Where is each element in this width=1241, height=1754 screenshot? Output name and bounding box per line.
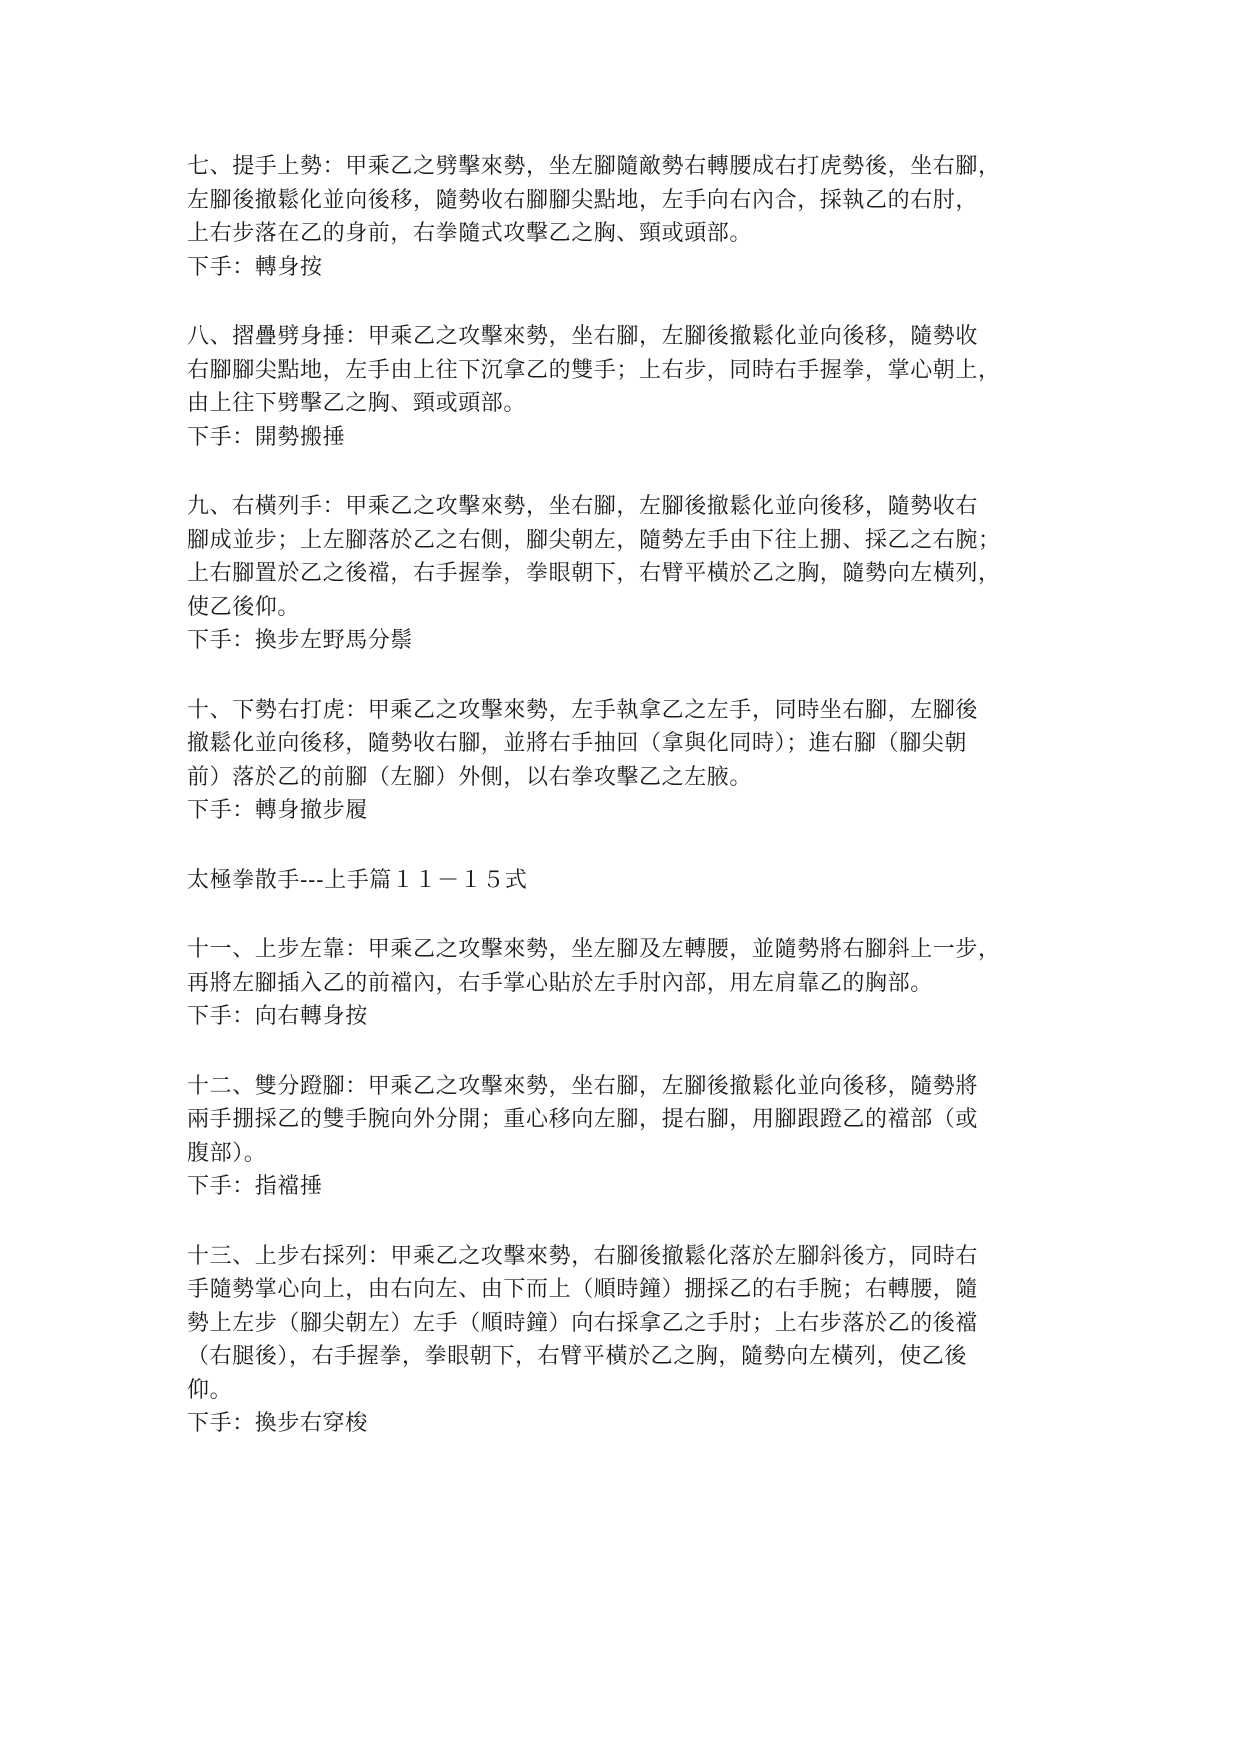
text-line: 腹部）。 <box>187 1140 267 1166</box>
document-page <box>187 150 1057 1477</box>
text-line: 仰。 <box>187 1377 233 1403</box>
text-line: 兩手掤採乙的雙手腕向外分開；重心移向左腳，提右腳，用腳跟蹬乙的襠部（或 <box>187 1107 979 1132</box>
section-body <box>187 1240 1057 1408</box>
section-heading: 太極拳散手---上手篇１１－１５式 <box>187 867 528 893</box>
text-line: 勢上左步（腳尖朝左）左手（順時鐘）向右採拿乙之手肘；上右步落於乙的後襠 <box>187 1310 979 1336</box>
text-line: 手隨勢掌心向上，由右向左、由下而上（順時鐘）掤採乙的右手腕；右轉腰，隨 <box>187 1277 979 1302</box>
text-line: （右腿後），右手握拳，拳眼朝下，右臂平橫於乙之胸，隨勢向左橫列，使乙後 <box>187 1344 968 1369</box>
text-line: 由上往下劈擊乙之胸、頸或頭部。 <box>187 391 527 416</box>
text-line: 七、提手上勢：甲乘乙之劈擊來勢，坐左腳隨敵勢右轉腰成右打虎勢後，坐右腳， <box>187 154 1001 179</box>
section-body <box>187 320 1057 421</box>
section-8 <box>187 320 1057 454</box>
section-body <box>187 1070 1057 1171</box>
counter-move: 下手：開勢搬捶 <box>187 424 346 450</box>
counter-move: 下手：換步左野馬分鬃 <box>187 628 414 653</box>
text-line: 十二、雙分蹬腳：甲乘乙之攻擊來勢，坐右腳，左腳後撤鬆化並向後移，隨勢將 <box>187 1073 979 1099</box>
text-line: 十一、上步左靠：甲乘乙之攻擊來勢，坐左腳及左轉腰，並隨勢將右腳斜上一步， <box>187 937 1001 962</box>
text-line: 上右步落在乙的身前，右拳隨式攻擊乙之胸、頸或頭部。 <box>187 221 753 246</box>
text-line: 右腳腳尖點地，左手由上往下沉拿乙的雙手；上右步，同時右手握拳，掌心朝上， <box>187 357 1001 383</box>
counter-move: 下手：轉身撤步履 <box>187 798 368 823</box>
section-9 <box>187 490 1057 658</box>
section-10 <box>187 694 1057 828</box>
section-body <box>187 490 1057 624</box>
counter-move: 下手：轉身按 <box>187 254 323 280</box>
section-13 <box>187 1240 1057 1441</box>
text-line: 腳成並步；上左腳落於乙之右側，腳尖朝左，隨勢左手由下往上掤、採乙之右腕； <box>187 527 1001 553</box>
text-line: 十、下勢右打虎：甲乘乙之攻擊來勢，左手執拿乙之左手，同時坐右腳，左腳後 <box>187 697 979 723</box>
section-7 <box>187 150 1057 284</box>
text-line: 使乙後仰。 <box>187 594 301 620</box>
counter-move: 下手：指襠捶 <box>187 1174 323 1199</box>
text-line: 前）落於乙的前腳（左腳）外側，以右拳攻擊乙之左腋。 <box>187 764 753 790</box>
text-line: 八、摺疊劈身捶：甲乘乙之攻擊來勢，坐右腳，左腳後撤鬆化並向後移，隨勢收 <box>187 324 979 349</box>
text-line: 十三、上步右採列：甲乘乙之攻擊來勢，右腳後撤鬆化落於左腳斜後方，同時右 <box>187 1243 979 1269</box>
section-body <box>187 694 1057 795</box>
text-line: 再將左腳插入乙的前襠內，右手掌心貼於左手肘內部，用左肩靠乙的胸部。 <box>187 970 933 996</box>
section-body <box>187 933 1057 1000</box>
section-body <box>187 150 1057 251</box>
counter-move: 下手：換步右穿梭 <box>187 1411 368 1436</box>
section-12 <box>187 1070 1057 1204</box>
text-line: 左腳後撤鬆化並向後移，隨勢收右腳腳尖點地，左手向右內合，採執乙的右肘， <box>187 187 979 213</box>
text-line: 九、右橫列手：甲乘乙之攻擊來勢，坐右腳，左腳後撤鬆化並向後移，隨勢收右 <box>187 494 979 519</box>
section-11 <box>187 933 1057 1034</box>
counter-move: 下手：向右轉身按 <box>187 1004 368 1029</box>
text-line: 撤鬆化並向後移，隨勢收右腳，並將右手抽回（拿與化同時）；進右腳（腳尖朝 <box>187 731 968 756</box>
text-line: 上右腳置於乙之後襠，右手握拳，拳眼朝下，右臂平橫於乙之胸，隨勢向左橫列， <box>187 561 1001 586</box>
